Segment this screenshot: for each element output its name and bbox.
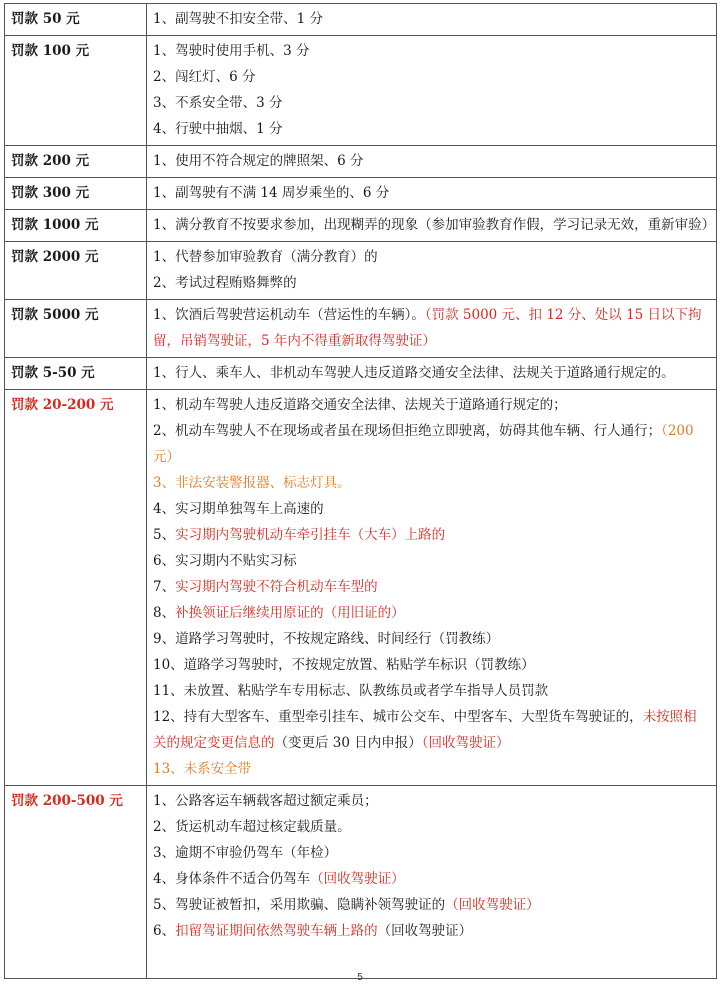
violation-text: 1、机动车驾驶人违反道路交通安全法律、法规关于道路通行规定的；: [153, 397, 567, 413]
violation-item: [153, 918, 710, 944]
violation-item: [153, 470, 710, 496]
violation-item: [153, 840, 710, 866]
violation-item: [153, 116, 710, 142]
violation-item: [153, 756, 710, 782]
violation-item: [153, 522, 710, 548]
violation-text: 11、未放置、粘贴学车专用标志、队教练员或者学车指导人员罚款: [153, 683, 549, 699]
violation-text: 未按照相关的规定变更信息的: [153, 709, 697, 751]
violation-text: （200 元）: [153, 423, 694, 465]
violation-text: 1、代替参加审验教育（满分教育）的: [153, 249, 378, 265]
table-row: [5, 300, 717, 358]
table-row: [5, 36, 717, 146]
violation-item: [153, 574, 710, 600]
violation-item: [153, 212, 716, 238]
violation-text: 1、饮酒后驾驶营运机动车（营运性的车辆）。: [153, 307, 425, 323]
violation-item: [153, 678, 710, 704]
table-row: [5, 146, 717, 178]
fine-amount-label: 罚款 100 元: [5, 36, 147, 146]
violation-item: [153, 418, 710, 470]
violation-text: 1、行人、乘车人、非机动车驾驶人违反道路交通安全法律、法规关于道路通行规定的。: [153, 365, 675, 381]
violation-item: [153, 90, 710, 116]
violation-text: 2、考试过程贿赂舞弊的: [153, 275, 297, 291]
violation-item: [153, 148, 710, 174]
violation-list: [147, 242, 717, 300]
violation-text: 6、实习期内不贴实习标: [153, 553, 297, 569]
violation-item: [153, 64, 710, 90]
fine-amount-label: 罚款 20-200 元: [5, 390, 147, 786]
violation-text: 4、实习期单独驾车上高速的: [153, 501, 324, 517]
table-row: [5, 4, 717, 36]
violation-list: [147, 358, 717, 390]
violation-text: （变更后 30 日内申报）: [274, 735, 422, 751]
table-row: [5, 210, 717, 242]
violation-item: [153, 392, 710, 418]
violation-item: [153, 788, 710, 814]
violation-text: 实习期内驾驶机动车牵引挂车（大车）上路的: [175, 527, 446, 543]
violation-text: 3、非法安装警报器、标志灯具。: [153, 475, 351, 491]
table-row: [5, 358, 717, 390]
violation-text: 4、身体条件不适合仍驾车: [153, 871, 311, 887]
fine-amount-label: 罚款 50 元: [5, 4, 147, 36]
table-row: [5, 242, 717, 300]
violation-text: （回收驾驶证）: [310, 871, 405, 887]
violation-item: [153, 496, 710, 522]
violation-item: [153, 548, 710, 574]
violation-text: 1、副驾驶有不满 14 周岁乘坐的、6 分: [153, 185, 390, 201]
table-row: [5, 178, 717, 210]
fine-table: [4, 3, 717, 979]
fine-amount-label: 罚款 5-50 元: [5, 358, 147, 390]
violation-item: [153, 626, 710, 652]
violation-text: 13、未系安全带: [153, 761, 252, 777]
violation-text: 1、驾驶时使用手机、3 分: [153, 43, 310, 59]
fine-amount-label: 罚款 1000 元: [5, 210, 147, 242]
violation-text: （罚款 5000 元、扣 12 分、处以 15 日以下拘留，吊销驾驶证，5 年内不得重新取得驾驶证）: [153, 307, 702, 349]
table-row: [5, 390, 717, 786]
violation-list: [147, 4, 717, 36]
violation-text: 扣留驾证期间依然驾驶车辆上路的: [175, 923, 378, 939]
violation-text: 2、闯红灯、6 分: [153, 69, 256, 85]
violation-text: 9、道路学习驾驶时，不按规定路线、时间经行（罚教练）: [153, 631, 500, 647]
violation-text: 6、: [153, 923, 176, 939]
violation-item: [153, 866, 710, 892]
violation-item: [153, 302, 710, 354]
violation-list: [147, 786, 717, 979]
fine-amount-label: 罚款 2000 元: [5, 242, 147, 300]
violation-list: [147, 178, 717, 210]
violation-text: 3、不系安全带、3 分: [153, 95, 283, 111]
violation-text: 3、逾期不审验仍驾车（年检）: [153, 845, 338, 861]
fine-amount-label: 罚款 200 元: [5, 146, 147, 178]
violation-item: [153, 180, 710, 206]
violation-text: 1、满分教育不按要求参加，出现糊弄的现象（参加审验教育作假，学习记录无效，重新审验）: [153, 217, 716, 233]
violation-text: 12、持有大型客车、重型牵引挂车、城市公交车、中型客车、大型货车驾驶证的，: [153, 709, 643, 725]
violation-item: [153, 814, 710, 840]
violation-text: 1、副驾驶不扣安全带、1 分: [153, 11, 323, 27]
violation-text: （回收驾驶证）: [421, 735, 510, 751]
violation-item: [153, 892, 710, 918]
violation-text: 5、: [153, 527, 176, 543]
violation-text: 7、: [153, 579, 176, 595]
violation-item: [153, 270, 710, 296]
violation-text: 10、道路学习驾驶时，不按规定放置、粘贴学车标识（罚教练）: [153, 657, 535, 673]
violation-list: [147, 36, 717, 146]
violation-text: 2、机动车驾驶人不在现场或者虽在现场但拒绝立即驶离，妨碍其他车辆、行人通行；: [153, 423, 662, 439]
page-number: 5: [357, 972, 363, 983]
violation-text: 5、驾驶证被暂扣，采用欺骗、隐瞒补领驾驶证的: [153, 897, 446, 913]
violation-list: [147, 390, 717, 786]
fine-amount-label: 罚款 5000 元: [5, 300, 147, 358]
violation-list: [147, 210, 717, 242]
violation-item: [153, 244, 710, 270]
violation-text: 2、货运机动车超过核定载质量。: [153, 819, 351, 835]
violation-text: 1、使用不符合规定的牌照架、6 分: [153, 153, 364, 169]
violation-list: [147, 300, 717, 358]
violation-text: 4、行驶中抽烟、1 分: [153, 121, 283, 137]
violation-text: 1、公路客运车辆载客超过额定乘员；: [153, 793, 378, 809]
violation-item: [153, 652, 710, 678]
table-row: [5, 786, 717, 979]
violation-item: [153, 360, 710, 386]
violation-text: 补换领证后继续用原证的（用旧证的）: [175, 605, 405, 621]
violation-item: [153, 600, 710, 626]
fine-amount-label: 罚款 300 元: [5, 178, 147, 210]
violation-text: 8、: [153, 605, 176, 621]
violation-text: （回收驾驶证）: [377, 923, 473, 939]
violation-text: （回收驾驶证）: [445, 897, 540, 913]
violation-item: [153, 704, 710, 756]
violation-text: 实习期内驾驶不符合机动车车型的: [175, 579, 378, 595]
violation-list: [147, 146, 717, 178]
violation-item: [153, 6, 710, 32]
fine-amount-label: 罚款 200-500 元: [5, 786, 147, 979]
fine-table-body: [5, 4, 717, 979]
violation-item: [153, 38, 710, 64]
